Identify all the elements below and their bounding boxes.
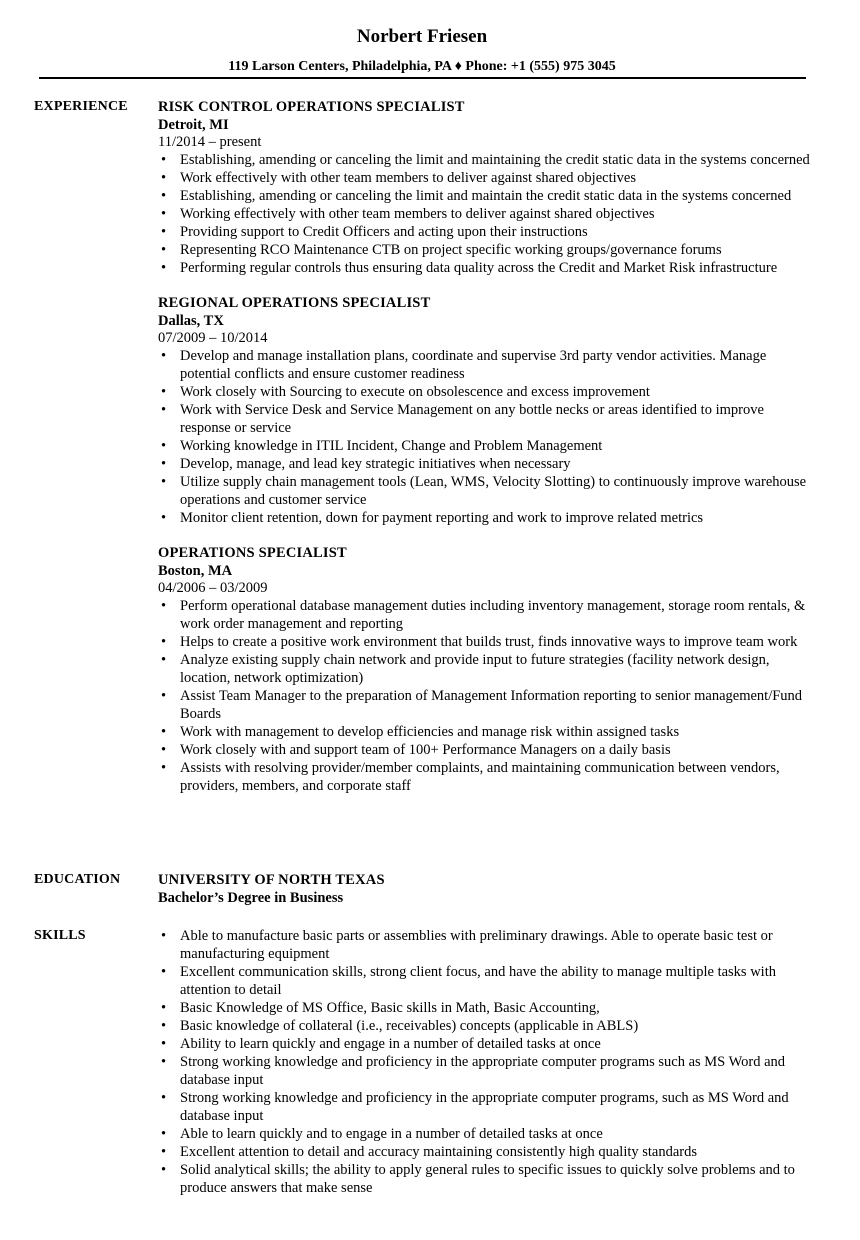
skill-item: • Basic knowledge of collateral (i.e., receivables) concepts (applicable in ABLS) <box>158 1017 818 1035</box>
section-label-skills: SKILLS <box>34 928 86 943</box>
job-bullets <box>158 347 818 527</box>
experience-body <box>158 98 818 795</box>
bullet-item: • Providing support to Credit Officers and acting upon their instructions <box>158 223 818 241</box>
skills-body <box>158 927 818 1197</box>
job-bullets <box>158 597 818 795</box>
bullet-item: • Performing regular controls thus ensuring data quality across the Credit and Market Risk infrastructure <box>158 259 818 277</box>
bullet-item: • Work closely with and support team of 100+ Performance Managers on a daily basis <box>158 741 818 759</box>
bullet-item: • Develop, manage, and lead key strategic initiatives when necessary <box>158 455 818 473</box>
bullet-item: • Monitor client retention, down for payment reporting and work to improve related metrics <box>158 509 818 527</box>
bullet-item: • Representing RCO Maintenance CTB on project specific working groups/governance forums <box>158 241 818 259</box>
bullet-item: • Working knowledge in ITIL Incident, Change and Problem Management <box>158 437 818 455</box>
job-entry <box>158 544 818 795</box>
bullet-item: • Working effectively with other team members to deliver against shared objectives <box>158 205 818 223</box>
candidate-name: Norbert Friesen <box>356 26 488 47</box>
skill-item: • Solid analytical skills; the ability to apply general rules to specific issues to quickly solve problems and to produce answers that make sense <box>158 1161 818 1197</box>
bullet-item: • Utilize supply chain management tools (Lean, WMS, Velocity Slotting) to continuously improve warehouse operations and customer service <box>158 473 818 509</box>
bullet-item: • Work with management to develop efficiencies and manage risk within assigned tasks <box>158 723 818 741</box>
job-dates: 11/2014 – present <box>158 134 262 150</box>
job-dates: 04/2006 – 03/2009 <box>158 580 268 596</box>
skill-item: • Basic Knowledge of MS Office, Basic skills in Math, Basic Accounting, <box>158 999 818 1017</box>
skill-item: • Strong working knowledge and proficiency in the appropriate computer programs such as MS Word and database input <box>158 1053 818 1089</box>
bullet-item: • Helps to create a positive work environment that builds trust, finds innovative ways to improve team work <box>158 633 818 651</box>
skill-item: • Excellent attention to detail and accuracy maintaining consistently high quality standards <box>158 1143 818 1161</box>
contact-line: 119 Larson Centers, Philadelphia, PA ♦ Phone: +1 (555) 975 3045 <box>228 59 616 74</box>
bullet-item: • Work with Service Desk and Service Management on any bottle necks or areas identified to improve response or service <box>158 401 818 437</box>
skill-item: • Strong working knowledge and proficiency in the appropriate computer programs, such as MS Word and database input <box>158 1089 818 1125</box>
bullet-item: • Establishing, amending or canceling the limit and maintain the credit static data in the systems concerned <box>158 187 818 205</box>
section-label-experience: EXPERIENCE <box>34 99 128 114</box>
bullet-item: • Perform operational database management duties including inventory management, storage room rentals, & work order management and reporting <box>158 597 818 633</box>
bullet-item: • Assists with resolving provider/member complaints, and maintaining communication between vendors, providers, members, and corporate staff <box>158 759 818 795</box>
job-location: Detroit, MI <box>158 117 229 133</box>
skill-item: • Able to learn quickly and to engage in a number of detailed tasks at once <box>158 1125 818 1143</box>
skill-item: • Excellent communication skills, strong client focus, and have the ability to manage multiple tasks with attention to detail <box>158 963 818 999</box>
bullet-item: • Develop and manage installation plans, coordinate and supervise 3rd party vendor activities. Manage potential conflicts and ensure customer readiness <box>158 347 818 383</box>
job-title: RISK CONTROL OPERATIONS SPECIALIST <box>158 99 465 115</box>
skills-list <box>158 927 818 1197</box>
job-title: REGIONAL OPERATIONS SPECIALIST <box>158 295 431 311</box>
bullet-item: • Analyze existing supply chain network and provide input to future strategies (facility network design, location, network optimization) <box>158 651 818 687</box>
degree: Bachelor’s Degree in Business <box>158 890 344 906</box>
school-name: UNIVERSITY OF NORTH TEXAS <box>158 872 385 888</box>
job-entry <box>158 294 818 527</box>
job-bullets <box>158 151 818 277</box>
bullet-item: • Establishing, amending or canceling the limit and maintaining the credit static data in the systems concerned <box>158 151 818 169</box>
bullet-item: • Work closely with Sourcing to execute on obsolescence and excess improvement <box>158 383 818 401</box>
bullet-item: • Work effectively with other team members to deliver against shared objectives <box>158 169 818 187</box>
skill-item: • Ability to learn quickly and engage in a number of detailed tasks at once <box>158 1035 818 1053</box>
skill-item: • Able to manufacture basic parts or assemblies with preliminary drawings. Able to operate basic test or manufacturing equipment <box>158 927 818 963</box>
job-entry <box>158 98 818 277</box>
job-title: OPERATIONS SPECIALIST <box>158 545 347 561</box>
header-divider <box>39 77 806 79</box>
education-body <box>158 871 818 908</box>
bullet-item: • Assist Team Manager to the preparation of Management Information reporting to senior management/Fund Boards <box>158 687 818 723</box>
job-dates: 07/2009 – 10/2014 <box>158 330 268 346</box>
job-location: Dallas, TX <box>158 313 224 329</box>
resume-header <box>0 26 844 76</box>
section-label-education: EDUCATION <box>34 872 121 887</box>
job-location: Boston, MA <box>158 563 233 579</box>
